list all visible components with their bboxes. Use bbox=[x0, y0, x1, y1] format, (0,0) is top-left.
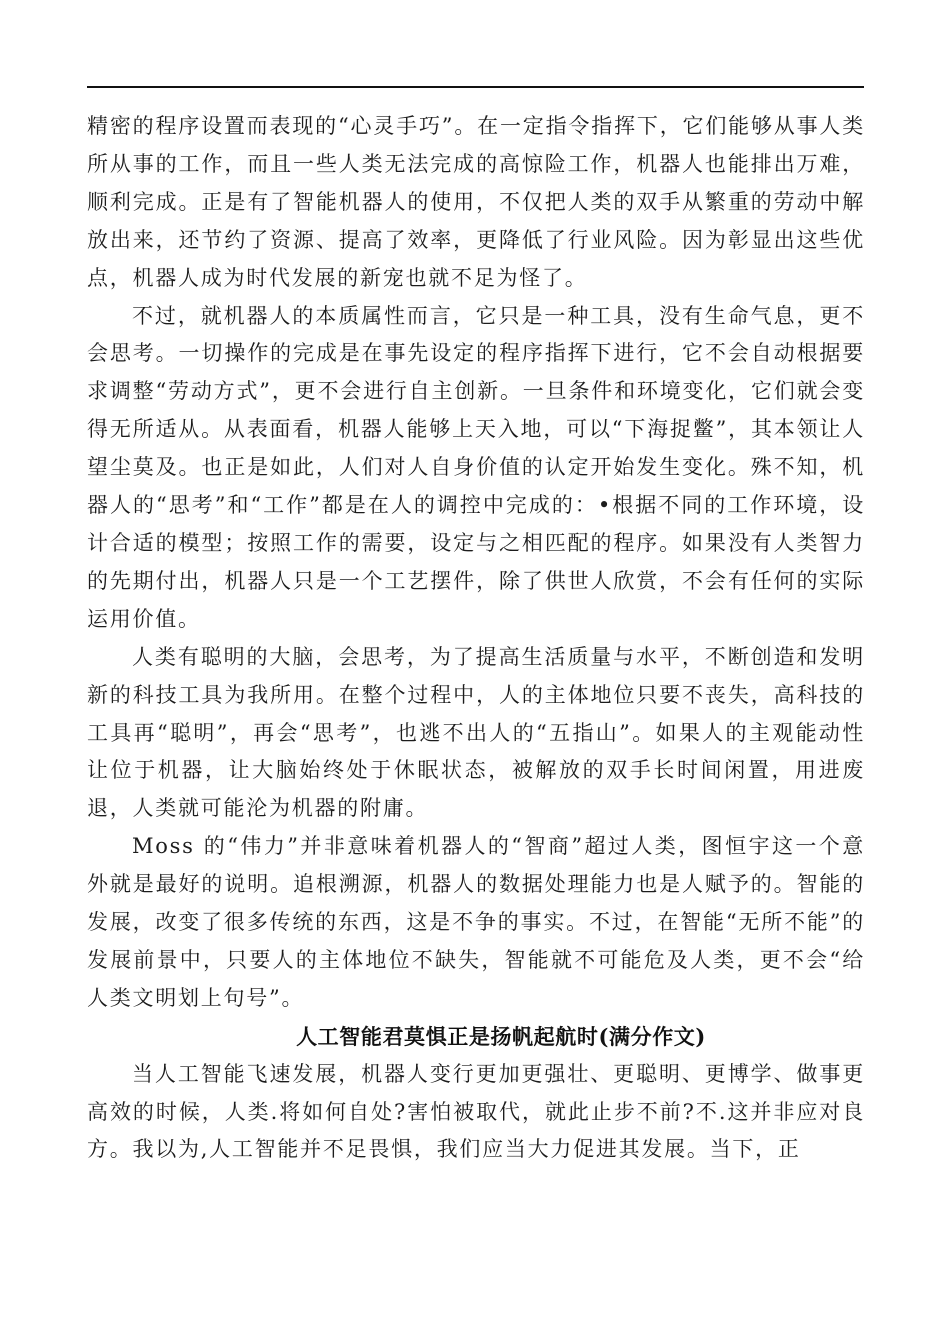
document-body bbox=[87, 108, 865, 1169]
paragraph-2: 不过，就机器人的本质属性而言，它只是一种工具，没有生命气息，更不会思考。一切操作的完成是在事先设定的程序指挥下进行，它不会自动根据要求调整“劳动方式”，更不会进行自主创新。一旦条件和环境变化，它们就会变得无所适从。从表面看，机器人能够上天入地，可以“下海捉鳖”，其本领让人望尘莫及。也正是如此，人们对人自身价值的认定开始发生变化。殊不知，机器人的“思考”和“工作”都是在人的调控中完成的：•根据不同的工作环境，设计合适的模型；按照工作的需要，设定与之相匹配的程序。如果没有人类智力的先期付出，机器人只是一个工艺摆件，除了供世人欣赏，不会有任何的实际运用价值。 bbox=[87, 303, 865, 631]
paragraph-5: 当人工智能飞速发展，机器人变行更加更强壮、更聪明、更博学、做事更高效的时候，人类.将如何自处?害怕被取代，就此止步不前?不.这并非应对良方。我以为,人工智能并不足畏惧，我们应当大力促进其发展。当下，正 bbox=[87, 1061, 865, 1162]
paragraph-3: 人类有聪明的大脑，会思考，为了提高生活质量与水平，不断创造和发明新的科技工具为我所用。在整个过程中，人的主体地位只要不丧失，高科技的工具再“聪明”，再会“思考”，也逃不出人的“五指山”。如果人的主观能动性让位于机器，让大脑始终处于休眠状态，被解放的双手长时间闲置，用进废退，人类就可能沦为机器的附庸。 bbox=[87, 644, 865, 821]
paragraph-1: 精密的程序设置而表现的“心灵手巧”。在一定指令指挥下，它们能够从事人类所从事的工作，而且一些人类无法完成的高惊险工作，机器人也能排出万难，顺利完成。正是有了智能机器人的使用，不仅把人类的双手从繁重的劳动中解放出来，还节约了资源、提高了效率，更降低了行业风险。因为彰显出这些优点，机器人成为时代发展的新宠也就不足为怪了。 bbox=[87, 114, 865, 290]
header-rule-divider bbox=[87, 86, 864, 88]
paragraph-4: Moss 的“伟力”并非意味着机器人的“智商”超过人类，图恒宇这一个意外就是最好的说明。追根溯源，机器人的数据处理能力也是人赋予的。智能的发展，改变了很多传统的东西，这是不争的事实。不过，在智能“无所不能”的发展前景中，只要人的主体地位不缺失，智能就不可能危及人类，更不会“给人类文明划上句号”。 bbox=[87, 834, 865, 1010]
essay-title: 人工智能君莫惧正是扬帆起航时(满分作文) bbox=[296, 1023, 706, 1049]
